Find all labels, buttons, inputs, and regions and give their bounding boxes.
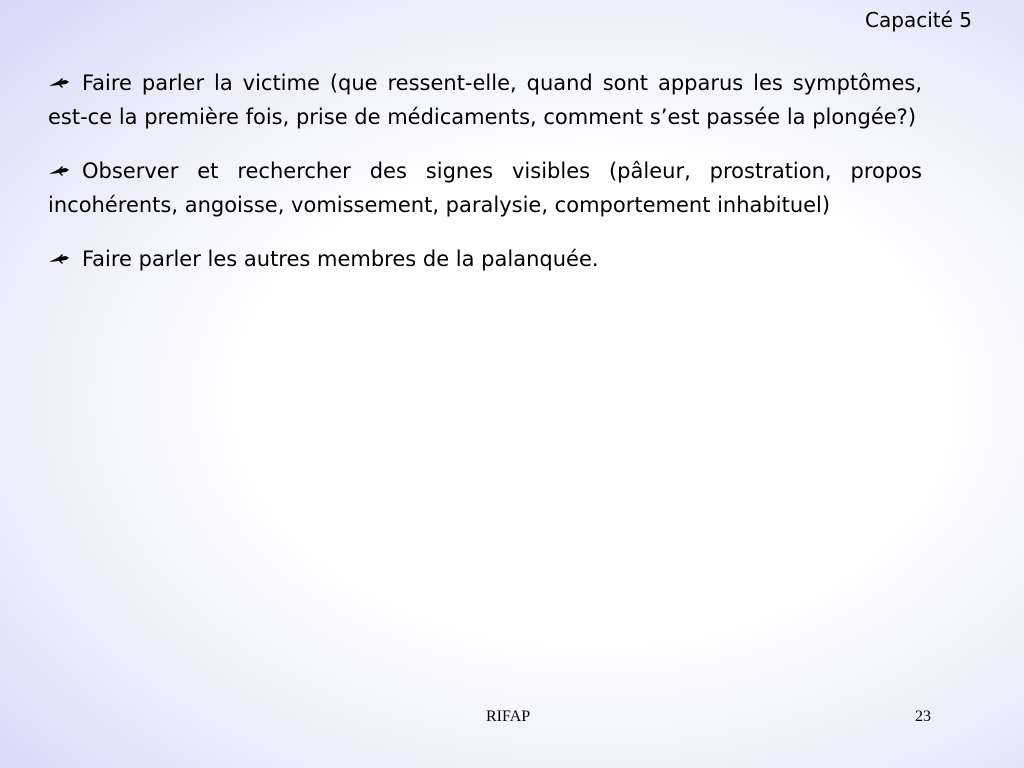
bullet-item <box>48 154 922 222</box>
page-number: 23 <box>915 708 931 725</box>
bullet-text: Observer et rechercher des signes visibles (pâleur, prostration, propos incohérents, angoisse, vomissement, paralysie, comportement inhabituel) <box>48 159 922 217</box>
pen-nib-icon <box>48 253 70 265</box>
bullet-item <box>48 66 922 134</box>
bullet-list <box>48 66 922 296</box>
bullet-item <box>48 242 922 276</box>
bullet-text: Faire parler la victime (que ressent-elle, quand sont apparus les symptômes, est-ce la première fois, prise de médicaments, comment s’est passée la plongée?) <box>48 71 922 129</box>
slide-title: Capacité 5 <box>865 8 972 32</box>
pen-nib-icon <box>48 77 70 89</box>
bullet-text: Faire parler les autres membres de la palanquée. <box>82 247 599 271</box>
footer-label: RIFAP <box>486 708 531 725</box>
pen-nib-icon <box>48 165 70 177</box>
